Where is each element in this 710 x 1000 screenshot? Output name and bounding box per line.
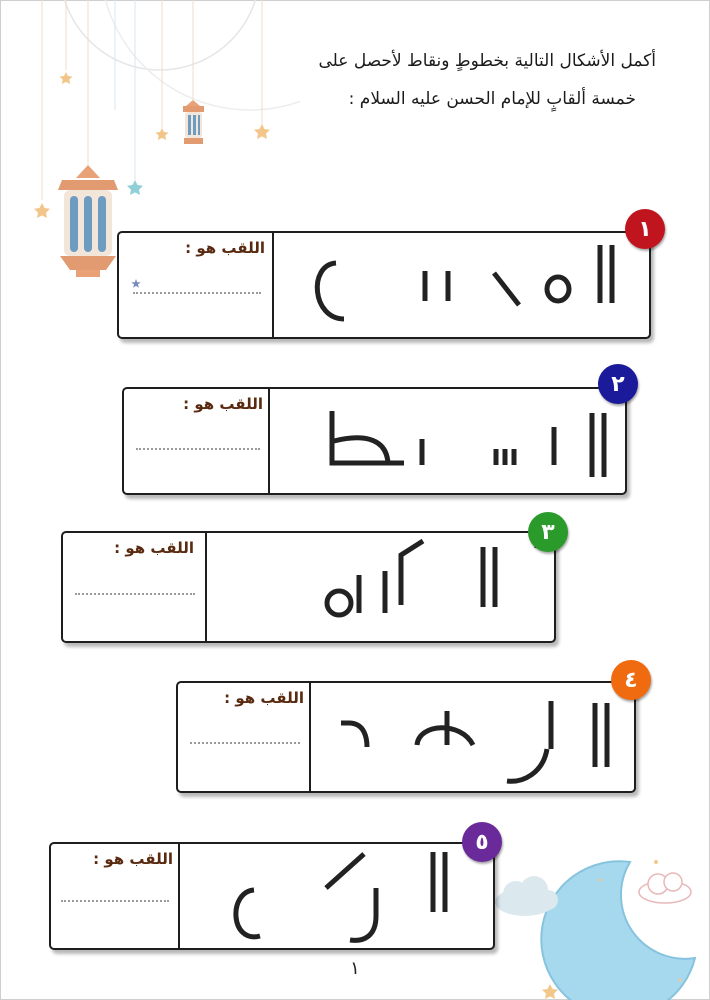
number-badge-3: ٣ (528, 512, 568, 552)
puzzle-box-2 (122, 387, 627, 495)
instruction-line-1: أكمل الأشكال التالية بخطوطٍ ونقاط لأحصل على (318, 51, 656, 71)
answer-line[interactable] (190, 742, 300, 744)
star-icon (127, 180, 143, 195)
title-label: اللقب هو : (183, 395, 263, 413)
instruction-text (216, 42, 656, 118)
moon-clouds-decoration (480, 840, 710, 1000)
title-label: اللقب هو : (224, 689, 304, 707)
star-icon (542, 984, 558, 999)
lantern-icon (58, 165, 118, 277)
instruction-line-2: خمسة ألقابٍ للإمام الحسن عليه السلام : (348, 89, 636, 109)
number-badge-2: ٢ (598, 364, 638, 404)
small-lantern-icon (183, 100, 204, 144)
puzzle-box-1 (117, 231, 651, 339)
cloud-icon (639, 873, 691, 903)
puzzle-box-5 (49, 842, 495, 950)
star-icon (131, 279, 141, 289)
title-label: اللقب هو : (185, 239, 265, 257)
letter-shapes (311, 683, 634, 791)
title-label: اللقب هو : (114, 539, 194, 557)
answer-line[interactable] (136, 448, 260, 450)
small-crescent-icon (118, 118, 142, 150)
star-icon (254, 124, 270, 139)
letter-shapes (207, 533, 554, 641)
puzzle-box-3 (61, 531, 556, 643)
answer-line[interactable] (75, 593, 195, 595)
letter-shapes (180, 844, 493, 948)
number-badge-1: ١ (625, 209, 665, 249)
answer-line[interactable] (61, 900, 169, 902)
cloud-icon (495, 876, 558, 916)
title-label: اللقب هو : (93, 850, 173, 868)
star-icon (34, 203, 50, 218)
answer-line[interactable] (133, 292, 261, 294)
puzzle-box-4 (176, 681, 636, 793)
page-number: ١ (350, 958, 360, 979)
star-icon (60, 72, 73, 84)
number-badge-5: ٥ (462, 822, 502, 862)
letter-shapes (270, 389, 625, 493)
star-icon (156, 128, 169, 140)
number-badge-4: ٤ (611, 660, 651, 700)
letter-shapes (274, 233, 649, 337)
